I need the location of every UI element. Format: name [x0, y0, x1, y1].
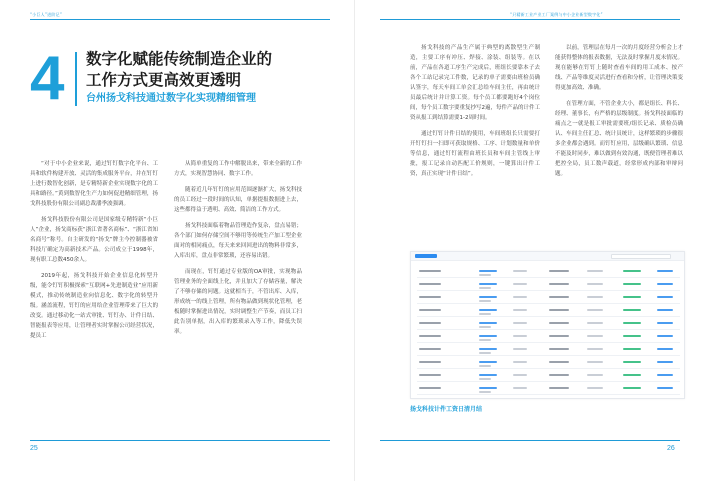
header-tag-left: “小巨人”进阶记”: [30, 12, 63, 17]
figure-table-cell: [513, 348, 527, 350]
figure-table-cell: [479, 348, 497, 350]
paragraph: 随着近几年钉钉的应用范围逐渐扩大，扬戈科技的员工经过一段时间的认知，单据提报数据进上去，这些都得益于透明、高效、简洁的工作方式。: [174, 187, 302, 213]
chapter-divider: [75, 52, 77, 106]
figure-table-cell: [657, 335, 673, 337]
paragraph: 扬戈科技面临着物品管理造作复杂，盘点易错；各个部门如何存储空间不够用等传统生产加工型企业面对的相同痛点，每天来来回回进出的物料非常多，入库出库，盘点非常繁琐，还容易出错。: [174, 223, 302, 259]
footer-rule: [30, 440, 330, 441]
figure-table-cell: [657, 270, 673, 272]
figure-logo-icon: [415, 254, 437, 258]
figure-table-cell: [419, 361, 441, 363]
figure-table-cell: [657, 348, 673, 350]
page-number-right: 26: [667, 445, 675, 452]
figure-caption: 扬戈科技计件工资日清月结: [410, 406, 483, 413]
figure-table-row: [417, 331, 680, 343]
figure-table-cell: [587, 322, 603, 324]
figure-table-cell: [657, 296, 673, 298]
chapter-number: 4: [30, 44, 65, 113]
paragraph: 以前，管理层在每月一次的月度经营分析会上才能获得整体的报表数据，无法及时掌握月度未情况。现在能够在钉钉上随时查看车间的用工成本、按产线、产品等维度灵活进行查看和分析，让管理决策变得更加高效、准确。: [555, 45, 683, 91]
paragraph: “对于中小企业来说，通过钉钉数字化平台、工具和软件构建开放、灵活的集成服务平台，并在钉钉上进行数智化创新，是专精特新企业实现数字化的工具和路径。”黄到数智化生产力如何促进精细管理，扬戈科技股份有限公司副总裁潘季波强调。: [30, 161, 158, 207]
left-text-column-1: [30, 159, 158, 347]
figure-table-row: [417, 383, 680, 395]
figure-table-cell: [479, 335, 497, 337]
figure-table-cell: [587, 348, 603, 350]
figure-table-cell: [419, 348, 441, 350]
figure-table-cell: [623, 270, 641, 272]
figure-table-cell: [479, 339, 491, 341]
figure-table-cell: [587, 283, 603, 285]
figure-table-cell: [587, 387, 603, 389]
article-subtitle: 台州扬戈科技通过数字化实现精细管理: [86, 93, 256, 104]
figure-table-cell: [549, 361, 569, 363]
figure-table-cell: [419, 283, 441, 285]
figure-table-row: [417, 292, 680, 304]
figure-table-cell: [623, 296, 641, 298]
figure-table-cell: [623, 335, 641, 337]
figure-table-cell: [479, 387, 497, 389]
figure-table-cell: [587, 335, 603, 337]
figure-table-cell: [549, 270, 569, 272]
figure-table-cell: [479, 378, 491, 380]
figure-table-cell: [623, 387, 641, 389]
header-tag-right: “只精新工业产业工厂案例与中小企业新型数字化”: [510, 12, 603, 17]
right-page: [355, 0, 710, 481]
figure-table-row: [417, 357, 680, 369]
right-text-column-2: [555, 43, 683, 185]
figure-table-cell: [419, 374, 441, 376]
paragraph: 从简单重复的工作中解脱出来，带来全新的工作方式，实现智慧协同、数字工作。: [174, 161, 302, 177]
figure-table-cell: [587, 361, 603, 363]
figure-table-cell: [419, 387, 441, 389]
figure-table-row: [417, 305, 680, 317]
figure-table-cell: [623, 322, 641, 324]
figure-table-cell: [513, 283, 527, 285]
figure-table-cell: [419, 296, 441, 298]
figure-table-cell: [623, 283, 641, 285]
figure-table-cell: [513, 374, 527, 376]
figure-search-box: [611, 254, 671, 259]
figure-table-cell: [419, 309, 441, 311]
figure-table-row: [417, 370, 680, 382]
figure-table-cell: [513, 387, 527, 389]
figure-table-cell: [479, 300, 491, 302]
figure-table-cell: [657, 283, 673, 285]
header-rule: [30, 19, 330, 20]
paragraph: 在管理方面，不管企业大小，都是组长、科长、经理、董事长，有严格的层级制度。扬戈科技面临的痛点之一就是报工审批需要班/组长记录、质检员确认、车间主任汇总、统计员统计，这样繁琐的步骤很多企业都会遇到。而钉钉应用，层级确认繁琐、信息不能及时同步，难以做到有效沟通，既便管理者难以把控全局，员工数声载道，经常形成内部和审辩问题。: [555, 101, 683, 177]
figure-table-cell: [479, 374, 497, 376]
figure-table-cell: [419, 335, 441, 337]
figure-table-cell: [549, 322, 569, 324]
figure-table-cell: [657, 361, 673, 363]
paragraph: 而现在，钉钉通过专业版的OA审批，实现物品管理业务的全面线上化，并且加大了存储容量，解决了不够存储的问题。这就相当于，不管出库、入库，形成统一的线上管理，所有物品做到现状化管理，老板随时掌握进出情况，实时调整生产节奏，而员工扫此告别单据，出入库的繁琐录入等工作，降低失误率。: [174, 269, 302, 335]
figure-table-cell: [513, 309, 527, 311]
figure-table-cell: [623, 361, 641, 363]
footer-rule: [380, 440, 680, 441]
figure-table-cell: [549, 387, 569, 389]
figure-toolbar: [411, 252, 685, 261]
figure-table-cell: [479, 274, 491, 276]
figure-table-cell: [657, 374, 673, 376]
figure-table-cell: [479, 391, 491, 393]
figure-table-cell: [479, 283, 497, 285]
figure-table-cell: [479, 309, 497, 311]
figure-table-row: [417, 344, 680, 356]
figure-table-cell: [549, 374, 569, 376]
figure-table-row: [417, 318, 680, 330]
figure-table-cell: [549, 296, 569, 298]
figure-table-row: [417, 266, 680, 278]
figure-table-cell: [479, 352, 491, 354]
left-text-column-2: [174, 159, 302, 343]
header-rule: [380, 19, 680, 20]
figure-table-cell: [513, 322, 527, 324]
figure-table-cell: [479, 365, 491, 367]
figure-table-cell: [549, 335, 569, 337]
figure-table-cell: [419, 270, 441, 272]
page-number-left: 25: [30, 445, 38, 452]
paragraph: 扬戈科技股份有限公司是国家级专精特新“小巨人”企业，扬戈商标获“浙江省著名商标”、“浙江省知名商号”称号。自主研发的“扬戈”牌主今控制器被省科技厅确定为高新技术产品。公司成立于1998年，现有职工总数450余人。: [30, 217, 158, 263]
figure-table-cell: [623, 348, 641, 350]
figure-table-cell: [479, 322, 497, 324]
figure-table-cell: [513, 296, 527, 298]
figure-table-cell: [513, 270, 527, 272]
figure-table-cell: [513, 361, 527, 363]
figure-table-cell: [419, 322, 441, 324]
article-title-line-2: 工作方式更高效更透明: [86, 71, 242, 89]
figure-table-cell: [623, 374, 641, 376]
figure-table-cell: [549, 348, 569, 350]
figure-table-cell: [587, 309, 603, 311]
paragraph: 扬戈科技的产品生产属于典型的离散型生产制造，主要工序有冲压、焊接、涂装、组装等。在以前，产品在各道工序生产完成后，班组长要靠本子去各个工站记录完工件数，记录的单子需要由班检员确认签字，每天车间工单会汇总给车间主任，再由统计员最后统计并计算工资。每个员工都要跑好4个岗位间，每个员工数字要重复抄写2遍，每件产品的计件工资从报工到结算需要1-2周时间。: [410, 45, 541, 121]
article-title-line-1: 数字化赋能传统制造企业的: [86, 50, 273, 68]
figure-table-cell: [479, 296, 497, 298]
paragraph: 2019年起，扬戈科技开始企业信息化转型升级，能令钉钉积极探索“互联网+先进制造业”应用新模式，推动传统制造业向信息化、数字化的转型升级。涵盖流程，钉钉的应用给企业管理带来了巨大的改变。通过移动化一站式审批、钉钉办、计件日结、智能报表等应用，让管理者实时掌握公司经营状况，提员工: [30, 273, 158, 339]
figure-table-cell: [479, 270, 497, 272]
figure-table-cell: [623, 309, 641, 311]
figure-table-row: [417, 279, 680, 291]
figure-table-cell: [657, 387, 673, 389]
figure-table-cell: [479, 326, 491, 328]
figure-table-cell: [479, 313, 491, 315]
figure-table-cell: [587, 374, 603, 376]
figure-table-cell: [513, 335, 527, 337]
figure-table-cell: [479, 287, 491, 289]
app-screenshot-figure: [410, 251, 685, 399]
paragraph: 通过钉钉计件日结的使用，车间班组长只需要打开钉钉扫一扫即可获取规格、工序、计划数量和单价等信息，通过钉钉流程由班长员和车间主管线上审批，报工记录自动匹配工价规则，一键算出计件工资，真正实现“计件日结”。: [410, 131, 540, 177]
figure-table-cell: [587, 270, 603, 272]
figure-table-cell: [657, 322, 673, 324]
figure-table-cell: [479, 361, 497, 363]
figure-table-cell: [549, 309, 569, 311]
figure-table-cell: [587, 296, 603, 298]
figure-table-cell: [549, 283, 569, 285]
figure-table-cell: [657, 309, 673, 311]
right-text-column-1: [410, 43, 540, 185]
